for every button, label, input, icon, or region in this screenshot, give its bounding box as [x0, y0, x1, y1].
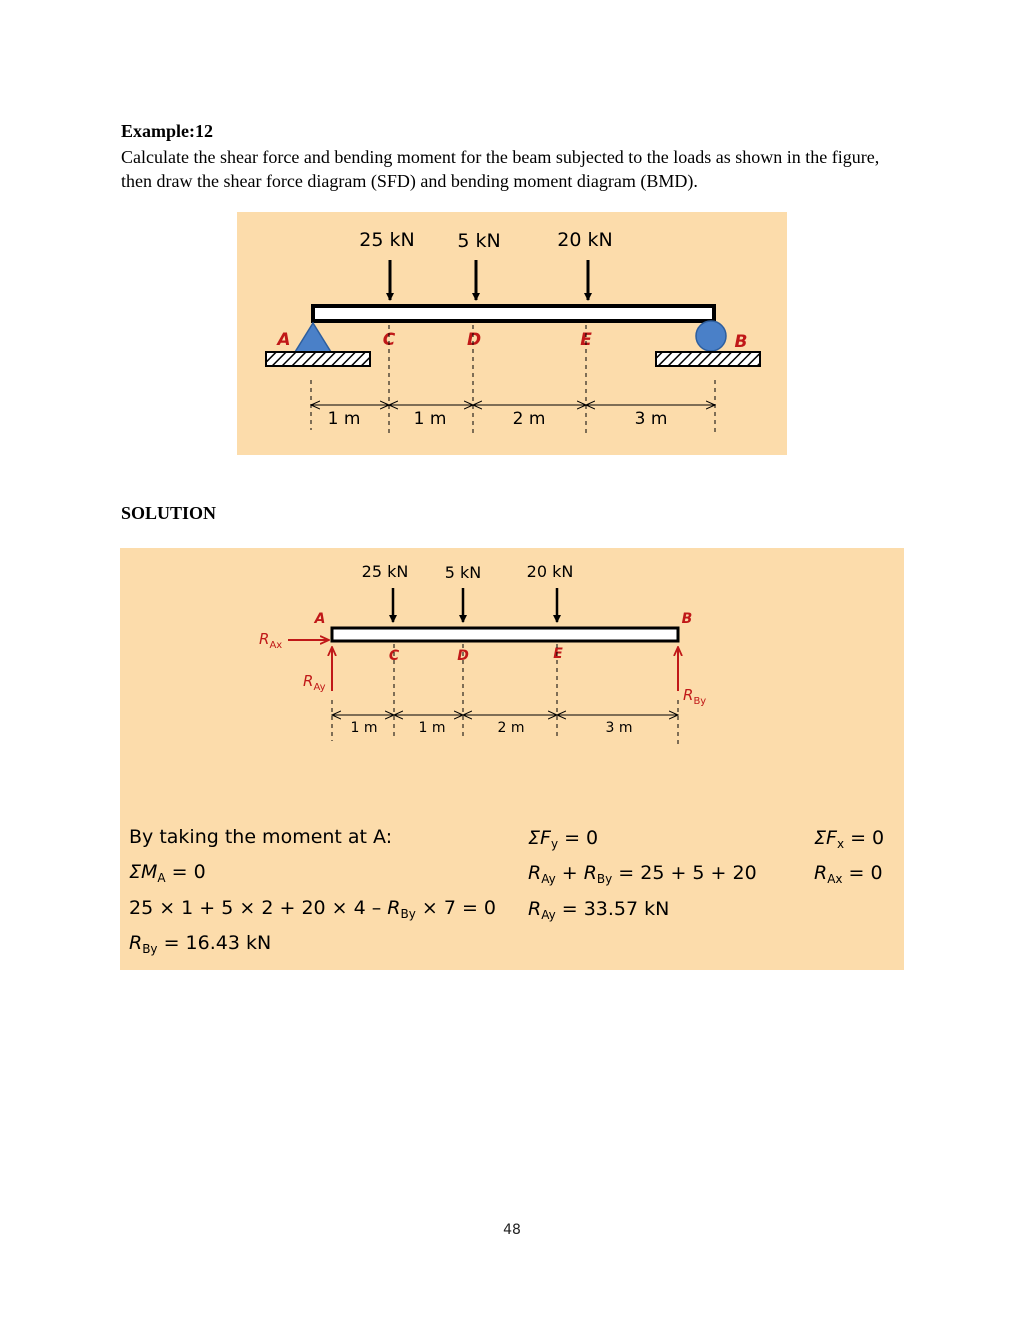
equation-line: $R_{Ay} = 33.57$ kN [528, 898, 670, 922]
beam-figure-problem [237, 212, 787, 455]
equation-line: $25 \times 1 + 5 \times 2 + 20 \times 4 - R_{By} \times 7 = 0$ [129, 897, 497, 921]
equation-line: $\Sigma F_y = 0$ [528, 827, 599, 851]
span-label: 1 m [327, 409, 361, 429]
span-label: 3 m [605, 720, 633, 736]
load-label: 25 kN [361, 562, 409, 581]
point-label-a: A [314, 611, 326, 627]
equation-line: $R_{Ay} + R_{By} = 25 + 5 + 20$ [528, 862, 757, 886]
equation-line: $\Sigma F_x = 0$ [814, 827, 885, 851]
beam [332, 628, 678, 641]
span-label: 2 m [512, 409, 546, 429]
solution-figure [120, 548, 904, 970]
point-label-c: C [388, 648, 400, 664]
point-label-b: B [681, 611, 693, 627]
ground-hatch [656, 352, 760, 366]
solution-title: SOLUTION [121, 503, 217, 523]
span-label: 1 m [413, 409, 447, 429]
point-label-e: E [580, 330, 592, 350]
roller-support [696, 321, 726, 351]
point-label-d: D [457, 648, 469, 664]
reaction-label-rby: $R_{By}$ [683, 686, 707, 707]
point-label-a: A [277, 330, 291, 350]
point-label-e: E [553, 646, 563, 662]
point-label-d: D [466, 330, 482, 350]
span-label: 1 m [418, 720, 446, 736]
load-label: 5 kN [457, 230, 501, 252]
equation-line: By taking the moment at A: [129, 826, 393, 848]
span-label: 3 m [634, 409, 668, 429]
example-title: Example:12 [121, 121, 213, 141]
equation-line: $R_{Ax} = 0$ [814, 862, 883, 886]
point-label-c: C [382, 330, 396, 350]
point-label-b: B [734, 332, 748, 352]
load-label: 20 kN [526, 562, 574, 581]
equation-line: $\Sigma M_A = 0$ [129, 861, 206, 885]
span-label: 2 m [497, 720, 525, 736]
beam [313, 306, 714, 321]
equation-line: $R_{By} = 16.43$ kN [129, 932, 272, 956]
reaction-label-rax: $R_{Ax}$ [259, 630, 283, 651]
load-label: 25 kN [359, 229, 415, 251]
ground-hatch [266, 352, 370, 366]
span-label: 1 m [350, 720, 378, 736]
load-label: 20 kN [557, 229, 613, 251]
page-number: 48 [503, 1222, 521, 1238]
example-problem-text: Calculate the shear force and bending moment for the beam subjected to the loads as shown in the figure, then draw the shear force diagram (SFD) and bending moment diagram (BMD). [121, 147, 880, 191]
load-label: 5 kN [444, 563, 482, 582]
reaction-label-ray: $R_{Ay}$ [303, 672, 326, 693]
